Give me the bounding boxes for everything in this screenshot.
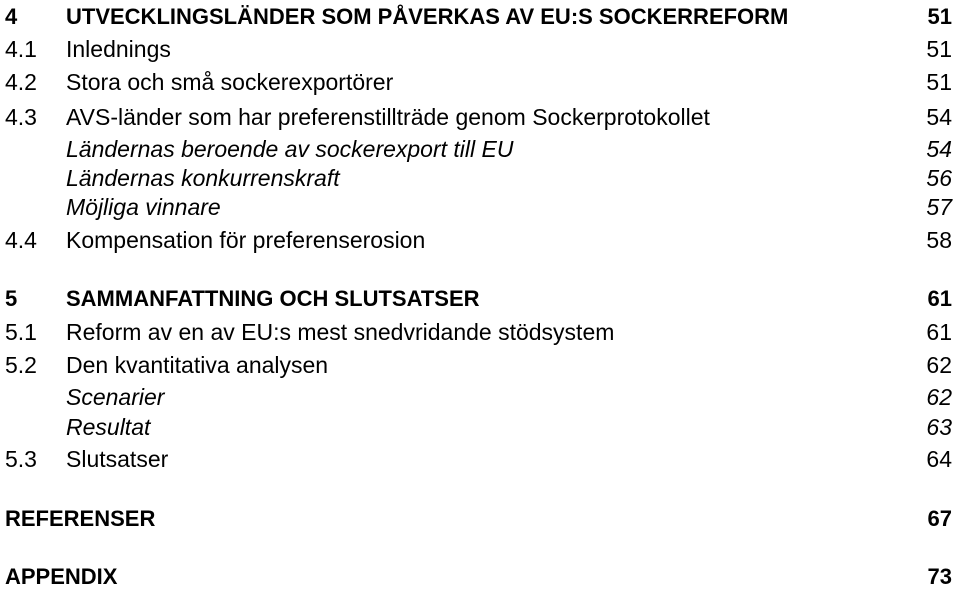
toc-entry-number: 5.3: [5, 446, 37, 472]
toc-entry-title: Ländernas konkurrenskraft: [66, 165, 340, 191]
toc-entry-title: Den kvantitativa analysen: [66, 352, 329, 378]
toc-entry-chapter-4[interactable]: [0, 2, 952, 32]
toc-entry-page: 51: [926, 69, 952, 95]
toc-entry-title: UTVECKLINGSLÄNDER SOM PÅVERKAS AV EU:S SOCKERREFORM: [66, 4, 789, 29]
toc-entry-page: 64: [926, 446, 952, 472]
toc-entry-section-5-2[interactable]: [0, 350, 952, 380]
toc-entry-page: 73: [927, 564, 952, 589]
toc-entry-chapter-5[interactable]: [0, 284, 952, 314]
toc-entry-number: 5.1: [5, 319, 37, 345]
toc-entry-title: Möjliga vinnare: [66, 194, 221, 220]
toc-entry-section-5-1[interactable]: [0, 317, 952, 347]
toc-entry-appendix[interactable]: [0, 562, 952, 592]
toc-entry-page: 58: [926, 227, 952, 253]
toc-entry-number: 5.2: [5, 352, 37, 378]
toc-entry-subsection[interactable]: [0, 382, 952, 412]
toc-entry-page: 61: [926, 319, 952, 345]
toc-entry-title: Kompensation för preferenserosion: [66, 227, 426, 253]
toc-entry-page: 56: [926, 165, 952, 191]
toc-entry-page: 54: [926, 136, 952, 162]
toc-entry-page: 62: [926, 384, 952, 410]
toc-entry-number: 4.4: [5, 227, 37, 253]
toc-entry-references[interactable]: [0, 504, 952, 534]
toc-entry-section-4-2[interactable]: [0, 67, 952, 97]
toc-entry-title: Scenarier: [66, 384, 165, 410]
toc-entry-number: 4.3: [5, 104, 37, 130]
toc-entry-subsection[interactable]: [0, 192, 952, 222]
toc-entry-number: 5: [5, 286, 18, 311]
toc-entry-title: APPENDIX: [5, 564, 118, 589]
toc-entry-page: 61: [927, 286, 952, 311]
toc-entry-subsection[interactable]: [0, 134, 952, 164]
toc-entry-title: Resultat: [66, 414, 151, 440]
toc-entry-title: Inlednings: [66, 36, 171, 62]
toc-entry-title: REFERENSER: [5, 506, 156, 531]
toc-entry-number: 4.1: [5, 36, 37, 62]
toc-entry-page: 62: [926, 352, 952, 378]
toc-entry-title: Slutsatser: [66, 446, 169, 472]
toc-entry-section-5-3[interactable]: [0, 444, 952, 474]
toc-entry-title: Ländernas beroende av sockerexport till EU: [66, 136, 514, 162]
toc-entry-section-4-3[interactable]: [0, 102, 952, 132]
toc-entry-page: 51: [927, 4, 952, 29]
toc-entry-page: 54: [926, 104, 952, 130]
toc-entry-page: 51: [926, 36, 952, 62]
toc-entry-number: 4.2: [5, 69, 37, 95]
toc-entry-title: AVS-länder som har preferenstillträde genom Sockerprotokollet: [66, 104, 710, 130]
toc-entry-subsection[interactable]: [0, 163, 952, 193]
toc-entry-title: Reform av en av EU:s mest snedvridande stödsystem: [66, 319, 615, 345]
toc-entry-section-4-1[interactable]: [0, 34, 952, 64]
toc-entry-title: Stora och små sockerexportörer: [66, 69, 394, 95]
toc-entry-number: 4: [5, 4, 18, 29]
toc-entry-subsection[interactable]: [0, 412, 952, 442]
toc-entry-title: SAMMANFATTNING OCH SLUTSATSER: [66, 286, 480, 311]
toc-entry-page: 67: [927, 506, 952, 531]
toc-entry-section-4-4[interactable]: [0, 225, 952, 255]
toc-entry-page: 57: [926, 194, 952, 220]
toc-entry-page: 63: [926, 414, 952, 440]
